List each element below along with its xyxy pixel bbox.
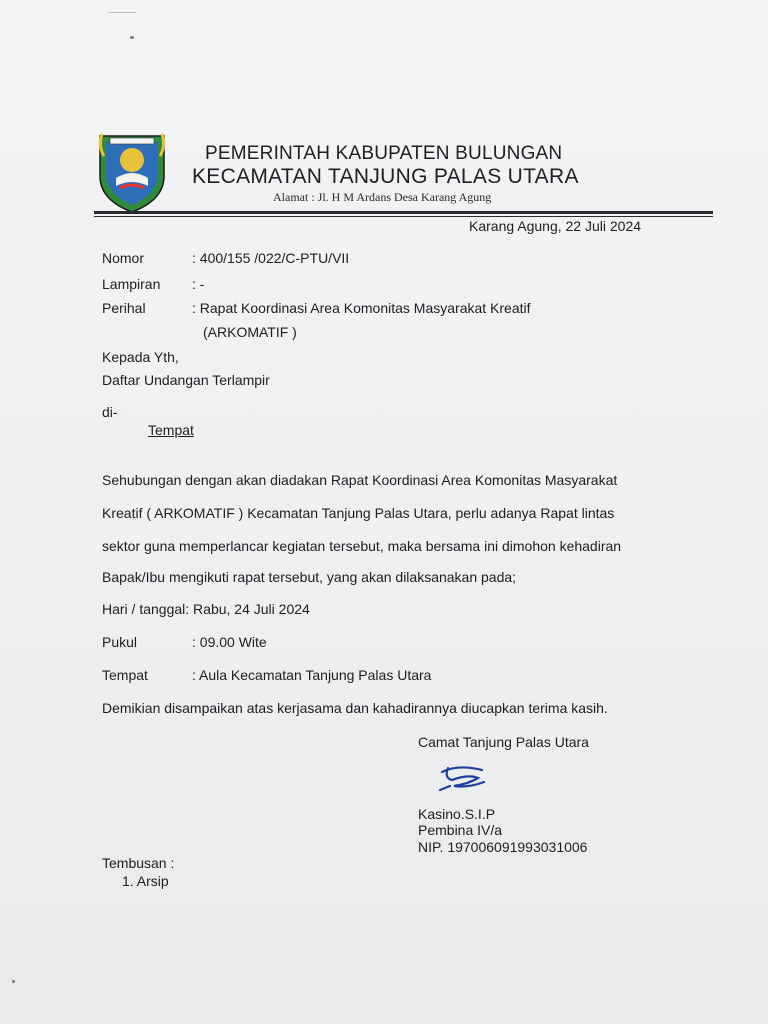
body-line-1: Sehubungan dengan akan diadakan Rapat Koordinasi Area Komonitas Masyarakat	[102, 472, 618, 488]
schedule-place-label: Tempat	[102, 667, 148, 683]
schedule-time-label: Pukul	[102, 634, 138, 650]
scan-speck	[12, 980, 15, 983]
letterhead-government: PEMERINTAH KABUPATEN BULUNGAN	[205, 143, 563, 164]
schedule-place-value: : Aula Kecamatan Tanjung Palas Utara	[192, 667, 432, 683]
recipient-place: Tempat	[148, 422, 194, 438]
letterhead-divider-thick	[94, 211, 713, 214]
tembusan-item: 1. Arsip	[122, 873, 169, 889]
body-line-4: Bapak/Ibu mengikuti rapat tersebut, yang akan dilaksanakan pada;	[102, 569, 517, 585]
letterhead-district: KECAMATAN TANJUNG PALAS UTARA	[192, 165, 579, 188]
recipient-greeting: Kepada Yth,	[102, 349, 179, 365]
letterhead-divider-thin	[94, 216, 713, 217]
recipient-di: di-	[102, 404, 118, 420]
tembusan-label: Tembusan :	[102, 855, 175, 871]
lampiran-value: : -	[192, 276, 205, 292]
handwritten-signature-icon	[438, 762, 490, 792]
signatory-nip: NIP. 197006091993031006	[418, 839, 588, 855]
schedule-date: Hari / tanggal: Rabu, 24 Juli 2024	[102, 601, 310, 617]
kabupaten-bulungan-emblem-icon	[94, 128, 170, 214]
schedule-time-value: : 09.00 Wite	[192, 634, 267, 650]
perihal-label: Perihal	[102, 300, 146, 316]
letterhead-address: Alamat : Jl. H M Ardans Desa Karang Agung	[273, 190, 492, 204]
body-line-2: Kreatif ( ARKOMATIF ) Kecamatan Tanjung Palas Utara, perlu adanya Rapat lintas	[102, 505, 615, 521]
place-date: Karang Agung, 22 Juli 2024	[469, 218, 642, 234]
body-line-3: sektor guna memperlancar kegiatan tersebut, maka bersama ini dimohon kehadiran	[102, 538, 622, 554]
nomor-label: Nomor	[102, 250, 145, 266]
nomor-value: : 400/155 /022/C-PTU/VII	[192, 250, 350, 266]
perihal-value: : Rapat Koordinasi Area Komonitas Masyarakat Kreatif	[192, 300, 531, 316]
scan-mark	[108, 12, 136, 13]
scan-speck	[130, 36, 134, 39]
signatory-title: Camat Tanjung Palas Utara	[418, 734, 589, 750]
signatory-name: Kasino.S.I.P	[418, 806, 496, 822]
closing-text: Demikian disampaikan atas kerjasama dan kahadirannya diucapkan terima kasih.	[102, 700, 608, 716]
recipient-name: Daftar Undangan Terlampir	[102, 372, 270, 388]
signatory-rank: Pembina IV/a	[418, 822, 503, 838]
lampiran-label: Lampiran	[102, 276, 161, 292]
perihal-value-cont: (ARKOMATIF )	[203, 324, 297, 340]
